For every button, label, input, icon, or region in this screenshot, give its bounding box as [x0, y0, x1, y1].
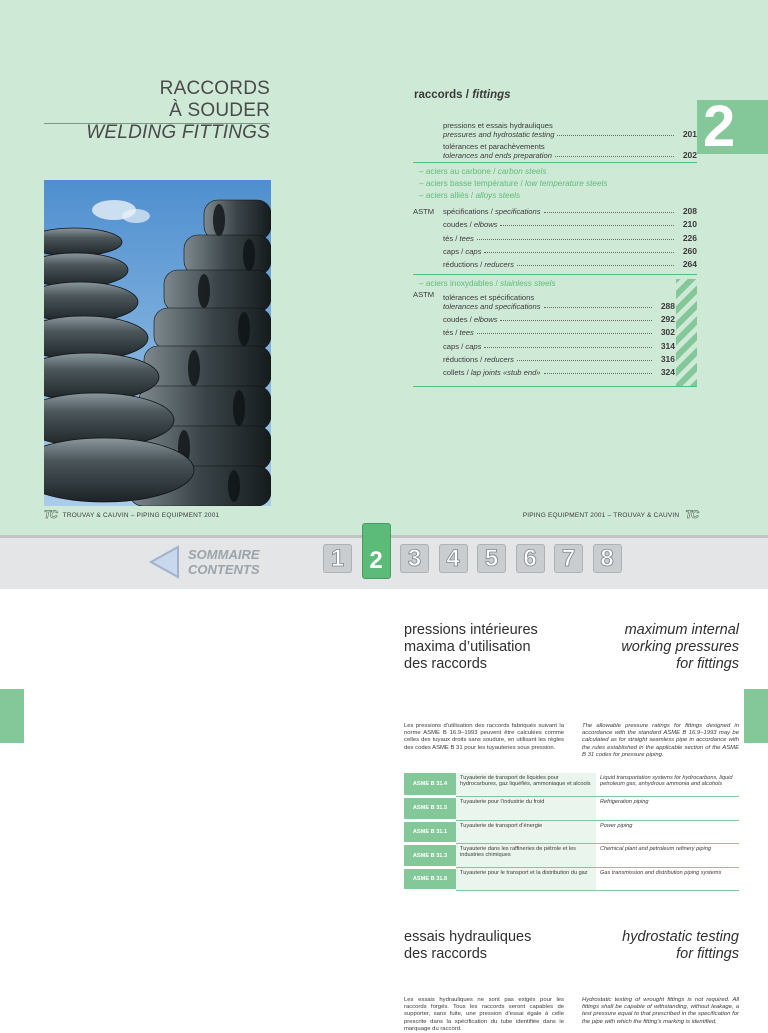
- pipe-fittings-photo: [44, 180, 271, 506]
- table-row: [404, 844, 739, 868]
- toc-group-header: – aciers inoxydables / stainless steels: [419, 279, 556, 288]
- toc-heading-fr: raccords /: [414, 89, 469, 101]
- contents-link[interactable]: [188, 547, 260, 577]
- toc-page: 314: [660, 340, 675, 351]
- toc-page: 260: [682, 245, 697, 256]
- toc-entry-en: pressures and hydrostatic testing: [443, 130, 555, 139]
- intro-paragraph-fr: Les pressions d’utilisation des raccords fabriqués suivant la norme ASME B 16.9–1993 peuvent être calculées comme celles des tuyaux droits sans soudure, en utilisant les règles des codes ASME B 31 pour les tuyauteries sous pression.: [404, 723, 564, 751]
- side-tab-right: [744, 689, 768, 743]
- toc-page: 324: [660, 366, 675, 377]
- title-line-3: WELDING FITTINGS: [86, 122, 270, 143]
- toc-prefix: ASTM: [413, 207, 435, 217]
- toc-entry[interactable]: [413, 324, 675, 337]
- table-row: [404, 867, 739, 891]
- toc-page: 264: [682, 258, 697, 269]
- section-title-en: maximum internal working pressures for fittings: [621, 622, 739, 672]
- description-en-cell: Liquid transportation systems for hydrocarbons, liquid petroleum gas, anhydrous ammonia and alcohols: [596, 773, 739, 797]
- toc-entry[interactable]: [413, 203, 697, 216]
- section-number-tab: 2: [697, 100, 768, 154]
- toc-entry[interactable]: [413, 216, 697, 229]
- footer-right: [523, 509, 698, 521]
- toc-page: 316: [660, 353, 675, 364]
- toc-page: 202: [682, 150, 697, 160]
- toc-page: 302: [660, 327, 675, 338]
- toc-entry[interactable]: [413, 243, 697, 256]
- table-row: [404, 797, 739, 821]
- toc-entry[interactable]: [413, 311, 675, 324]
- toc-entry[interactable]: [413, 337, 675, 350]
- toc-entry[interactable]: [413, 139, 697, 160]
- toc-entry-label: réductions / reducers: [443, 354, 514, 364]
- description-en-cell: Refrigeration piping: [596, 797, 739, 821]
- contents-label-en: CONTENTS: [188, 562, 260, 577]
- toc-entry[interactable]: [413, 117, 697, 139]
- toc-page: 210: [682, 219, 697, 230]
- toc-entry[interactable]: [413, 229, 697, 242]
- description-en-cell: Power piping: [596, 820, 739, 844]
- testing-paragraph-fr: Les essais hydrauliques ne sont pas exigés pour les raccords forgés. Tous les raccords seront capables de supporter, sans fuite, une pression d’essai égale à celle prescrite dans la spécification du tube identifiée dans le marquage du raccord.: [404, 997, 564, 1032]
- toc-entry[interactable]: [413, 364, 675, 377]
- description-fr-cell: Tuyauterie dans les raffineries de pétrole et les industries chimiques: [456, 844, 596, 868]
- toc-page: 292: [660, 314, 675, 325]
- contents-label-fr: SOMMAIRE: [188, 547, 260, 562]
- section-title-fr: pressions intérieures maxima d’utilisation des raccords: [404, 622, 538, 672]
- toc-entry-fr: pressions et essais hydrauliques: [443, 121, 553, 130]
- toc-entry-label: collets / lap joints «stub end»: [443, 367, 541, 377]
- toc-group-carbon: [413, 166, 697, 269]
- title-line-1: RACCORDS: [159, 78, 270, 99]
- chapter-7-button[interactable]: 7: [554, 544, 583, 573]
- description-fr-cell: Tuyauterie de transport d’énergie: [456, 820, 596, 844]
- code-cell: ASME B 31.3: [404, 844, 456, 868]
- toc-divider: [413, 162, 697, 163]
- chapter-6-button[interactable]: 6: [516, 544, 545, 573]
- footer-right-text: PIPING EQUIPMENT 2001 – TROUVAY & CAUVIN: [522, 511, 680, 519]
- chapter-1-button[interactable]: 1: [323, 544, 352, 573]
- description-fr-cell: Tuyauterie de transport de liquides pour hydrocarbures, gaz liquéfiés, ammoniaque et alcools: [456, 773, 596, 797]
- toc-entry-label: réductions / reducers: [443, 259, 514, 269]
- title-divider: [44, 123, 270, 124]
- chapter-5-button[interactable]: 5: [477, 544, 506, 573]
- toc-entry-label: caps / caps: [443, 341, 482, 351]
- toc-page: 288: [660, 301, 675, 311]
- toc-group-stainless: [413, 278, 675, 377]
- chapter-title: [86, 78, 270, 144]
- toc-page: 201: [682, 129, 697, 139]
- description-fr-cell: Tuyauterie pour le transport et la distribution du gaz: [456, 867, 596, 891]
- toc-entry-label: tés / tees: [443, 233, 474, 243]
- toc-group-header: – aciers alliés / alloys steels: [419, 191, 521, 200]
- toc-group-header: – aciers basse température / low temperature steels: [419, 179, 608, 188]
- toc-entry-en: tolerances and ends preparation: [443, 151, 552, 160]
- toc-heading: [414, 89, 511, 101]
- asme-codes-table: [404, 773, 739, 892]
- table-row: [404, 773, 739, 797]
- section2-title-fr: essais hydrauliques des raccords: [404, 929, 532, 962]
- toc-divider: [413, 386, 697, 387]
- intro-paragraph-en: The allowable pressure ratings for fittings designed in accordance with the standard ASME B 16.9–1993 may be calculated as for straight seamless pipe in accordance with the rules established in the applicable section of the ASME B 31 codes for pressure piping.: [582, 723, 739, 758]
- toc-group-header: – aciers au carbone / carbon steels: [419, 167, 547, 176]
- code-cell: ASME B 31.4: [404, 773, 456, 797]
- description-en-cell: Gas transmission and distribution piping systems: [596, 867, 739, 891]
- code-cell: ASME B 31.1: [404, 820, 456, 844]
- toc-entry[interactable]: ASTM tolérances et spécifications tolerances and specifications 288: [413, 290, 675, 311]
- side-tab-left: [0, 689, 24, 743]
- chapter-3-button[interactable]: 3: [400, 544, 429, 573]
- toc-heading-en: fittings: [472, 89, 511, 101]
- toc-intro: [413, 117, 697, 160]
- title-line-2: À SOUDER: [169, 100, 270, 121]
- toc-entry-label: tés / tees: [443, 328, 474, 338]
- toc-entry-fr: tolérances et parachèvements: [443, 142, 545, 151]
- chapter-4-button[interactable]: 4: [439, 544, 468, 573]
- section2-title-en: hydrostatic testing for fittings: [622, 929, 739, 962]
- toc-entry[interactable]: [413, 256, 697, 269]
- toc-entry-label: spécifications / specifications: [443, 207, 541, 217]
- description-en-cell: Chemical plant and petroleum refinery piping: [596, 844, 739, 868]
- toc-entry-label: caps / caps: [443, 246, 482, 256]
- chapter-2-button[interactable]: 2: [362, 523, 391, 579]
- stainless-stripe: [676, 279, 697, 387]
- tc-logo: TC: [44, 509, 57, 521]
- table-row: [404, 820, 739, 844]
- toc-entry-label: coudes / elbows: [443, 315, 498, 325]
- code-cell: ASME B 31.8: [404, 867, 456, 891]
- toc-page: 226: [682, 232, 697, 243]
- footer-left-text: TROUVAY & CAUVIN – PIPING EQUIPMENT 2001: [62, 511, 220, 519]
- tc-logo: TC: [685, 509, 698, 521]
- testing-paragraph-en: Hydrostatic testing of wrought fittings is not required. All fittings shall be capable of withstanding, without leakage, a test pressure equal to that prescribed in the specification for the pipe with which the fitting’s marking is identified.: [582, 997, 739, 1025]
- toc-entry-label: coudes / elbows: [443, 220, 498, 230]
- toc-page: 208: [682, 206, 697, 217]
- footer-left: [44, 509, 219, 521]
- code-cell: ASME B 31.5: [404, 797, 456, 821]
- description-fr-cell: Tuyauterie pour l’industrie du froid: [456, 797, 596, 821]
- toc-entry[interactable]: [413, 351, 675, 364]
- toc-divider: [413, 274, 697, 275]
- back-arrow-icon[interactable]: [148, 545, 180, 579]
- chapter-8-button[interactable]: 8: [593, 544, 622, 573]
